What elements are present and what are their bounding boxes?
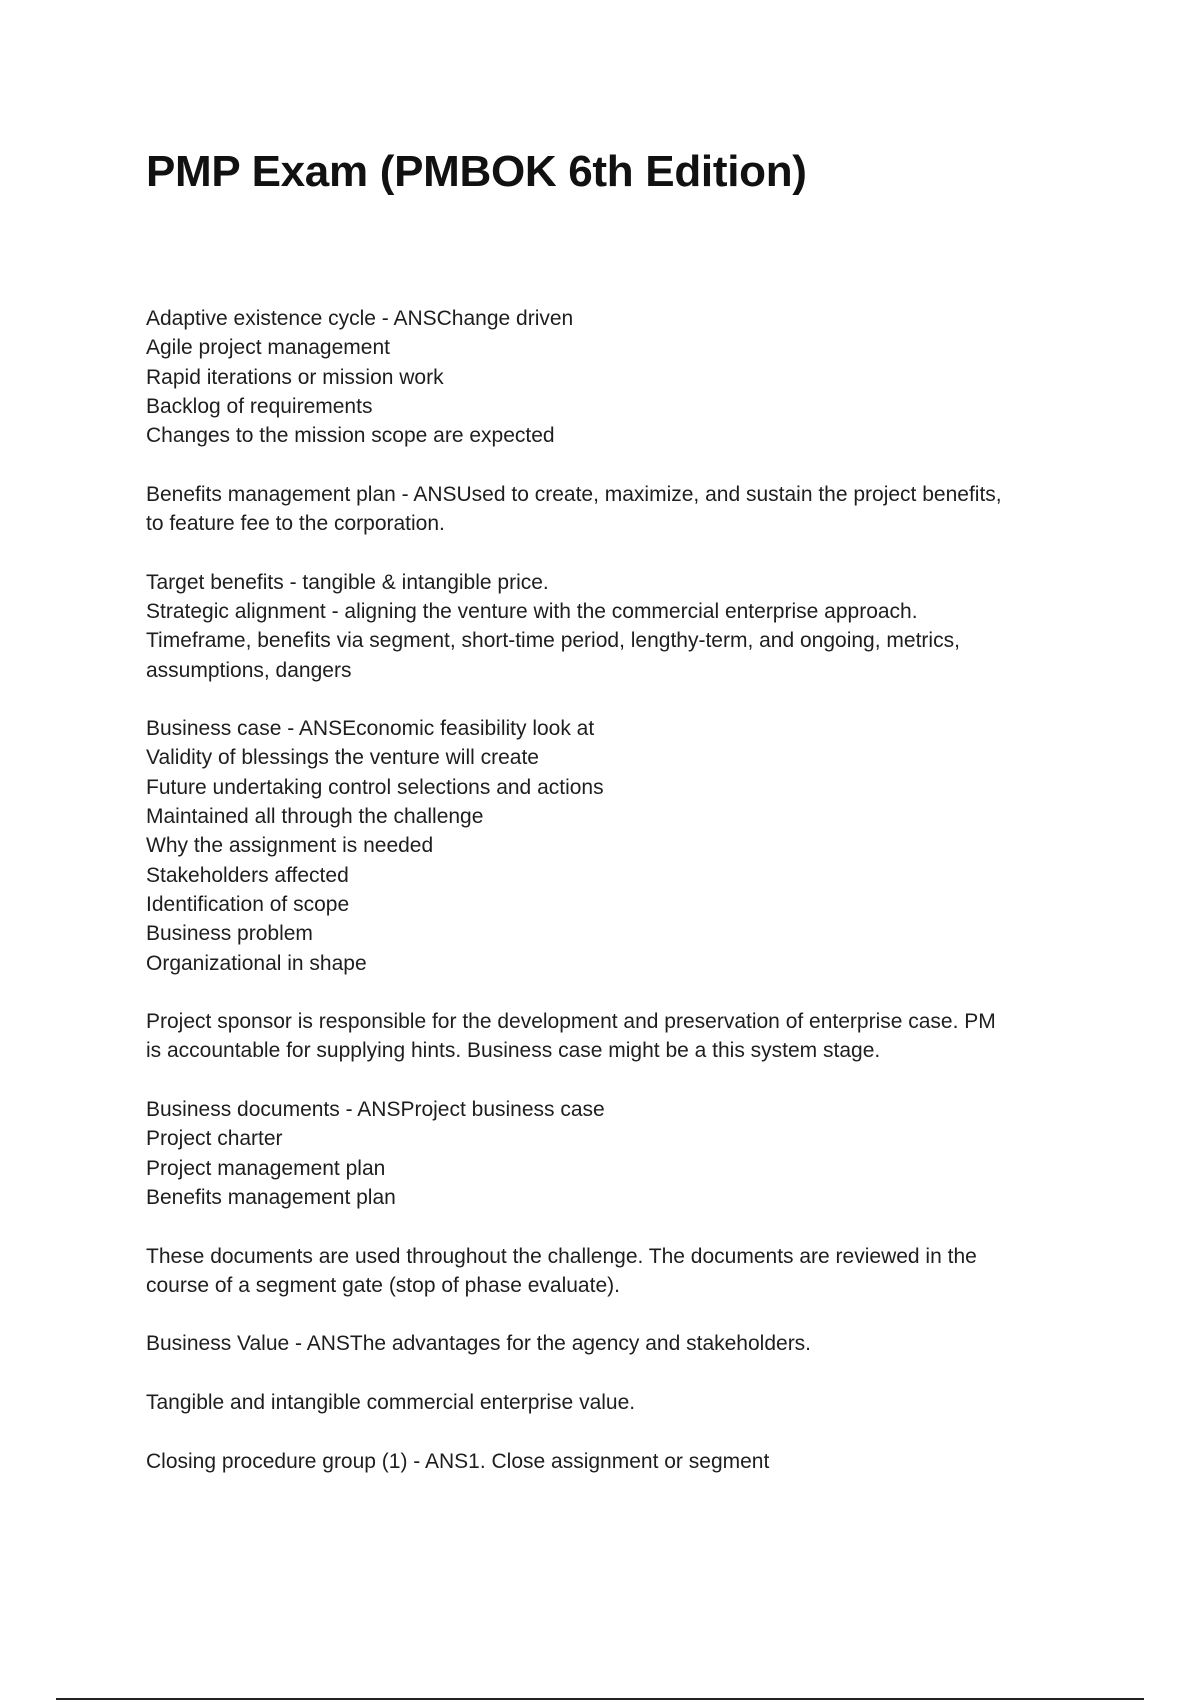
- text-line: Target benefits - tangible & intangible price.: [146, 570, 549, 594]
- text-line: Benefits management plan - ANSUsed to create, maximize, and sustain the project benefits,: [146, 482, 1002, 506]
- text-line: These documents are used throughout the challenge. The documents are reviewed in the: [146, 1244, 977, 1268]
- text-line: Business case - ANSEconomic feasibility look at: [146, 717, 595, 741]
- paragraph-benefits-management-plan: [146, 480, 1066, 539]
- text-line: Project sponsor is responsible for the development and preservation of enterprise case. PM: [146, 1010, 996, 1034]
- text-line: course of a segment gate (stop of phase evaluate).: [146, 1273, 620, 1297]
- document-title: PMP Exam (PMBOK 6th Edition): [146, 147, 807, 196]
- paragraph-closing-process-group: [146, 1447, 1066, 1476]
- paragraph-business-documents: [146, 1095, 1066, 1212]
- text-line: Timeframe, benefits via segment, short-time period, lengthy-term, and ongoing, metrics,: [146, 629, 960, 653]
- paragraph-documents-usage: [146, 1242, 1066, 1301]
- paragraph-business-value: [146, 1329, 1066, 1358]
- text-line: Future undertaking control selections and actions: [146, 775, 604, 799]
- text-line: Stakeholders affected: [146, 863, 349, 887]
- text-line: Adaptive existence cycle - ANSChange driven: [146, 307, 574, 330]
- document-body: [146, 304, 1066, 1505]
- paragraph-tangible-value: [146, 1388, 1066, 1417]
- paragraph-business-case: [146, 714, 1066, 978]
- text-line: Agile project management: [146, 336, 390, 360]
- text-line: Business problem: [146, 922, 313, 946]
- text-line: Backlog of requirements: [146, 394, 373, 418]
- text-line: Tangible and intangible commercial enterprise value.: [146, 1390, 636, 1414]
- paragraph-adaptive-life-cycle: [146, 304, 1066, 450]
- paragraph-target-benefits: [146, 568, 1066, 685]
- text-line: Maintained all through the challenge: [146, 805, 484, 829]
- text-line: Rapid iterations or mission work: [146, 365, 444, 389]
- text-line: Changes to the mission scope are expected: [146, 424, 555, 448]
- text-line: Validity of blessings the venture will create: [146, 746, 539, 770]
- text-line: Project management plan: [146, 1156, 386, 1180]
- text-line: Organizational in shape: [146, 951, 367, 975]
- text-line: Business documents - ANSProject business case: [146, 1098, 605, 1122]
- text-line: Closing procedure group (1) - ANS1. Close assignment or segment: [146, 1449, 770, 1473]
- text-line: Strategic alignment - aligning the venture with the commercial enterprise approach.: [146, 599, 918, 623]
- text-line: assumptions, dangers: [146, 658, 352, 682]
- text-line: Identification of scope: [146, 892, 350, 916]
- text-line: Why the assignment is needed: [146, 834, 434, 858]
- text-line: is accountable for supplying hints. Business case might be a this system stage.: [146, 1039, 881, 1063]
- text-line: Business Value - ANSThe advantages for the agency and stakeholders.: [146, 1332, 812, 1356]
- text-line: to feature fee to the corporation.: [146, 512, 445, 536]
- paragraph-project-sponsor: [146, 1007, 1066, 1066]
- text-line: Project charter: [146, 1127, 283, 1151]
- text-line: Benefits management plan: [146, 1185, 396, 1209]
